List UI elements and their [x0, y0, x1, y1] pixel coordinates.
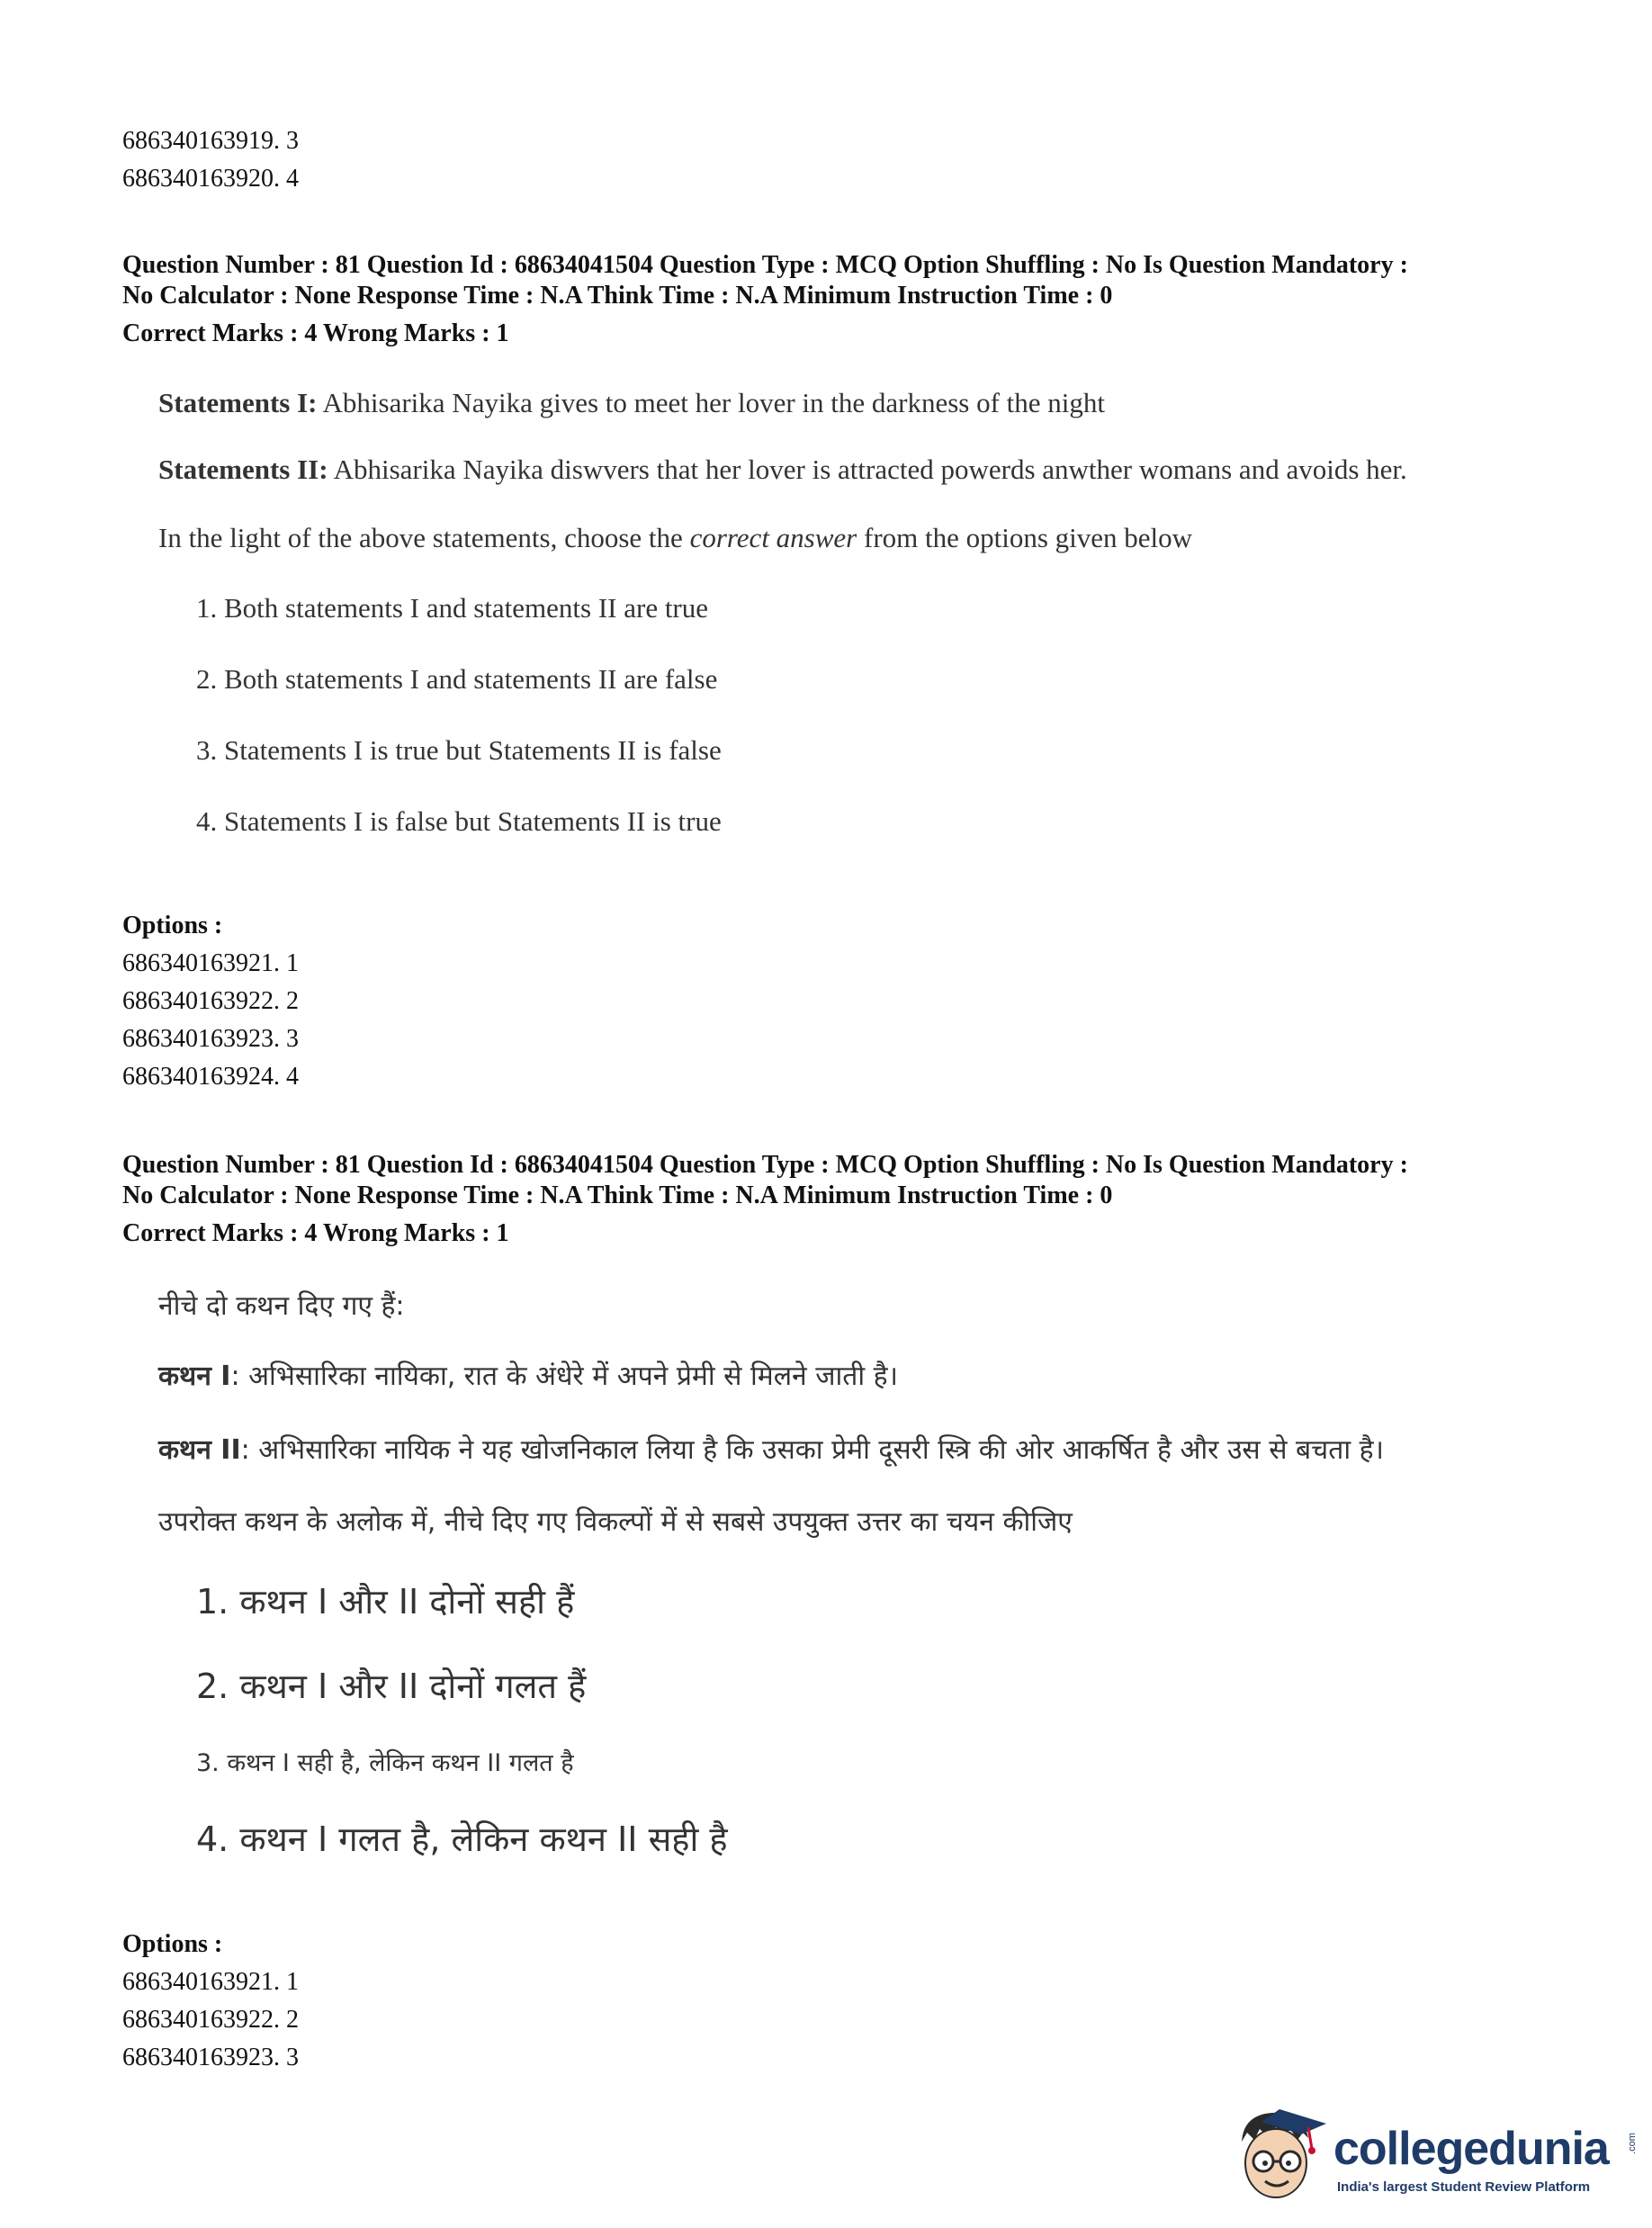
choice: 4. कथन I गलत है, लेकिन कथन II सही है — [196, 1819, 728, 1859]
question-body — [158, 385, 1544, 840]
option-line: 686340163919. 3 — [122, 127, 299, 155]
marks-line: Correct Marks : 4 Wrong Marks : 1 — [122, 319, 509, 347]
instruction: In the light of the above statements, choose the correct answer from the options given below — [158, 522, 1193, 553]
options-label: Options : — [122, 1930, 223, 1958]
options-label: Options : — [122, 912, 223, 939]
statement-1 — [158, 1359, 1544, 1395]
option-line: 686340163921. 1 — [122, 949, 299, 977]
meta-line: No Calculator : None Response Time : N.A Think Time : N.A Minimum Instruction Time : 0 — [122, 1181, 1113, 1209]
collegedunia-logo — [1226, 2102, 1639, 2210]
option-line: 686340163923. 3 — [122, 1025, 299, 1053]
choice: 1. कथन I और II दोनों सही हैं — [196, 1582, 575, 1622]
choice: 2. कथन I और II दोनों गलत हैं — [196, 1667, 587, 1706]
statement-label: कथन I — [158, 1361, 231, 1392]
choice: 2. Both statements I and statements II are false — [196, 663, 718, 695]
statement-text: : अभिसारिका नायिका, रात के अंधेरे में अपने प्रेमी से मिलने जाती है। — [230, 1361, 898, 1392]
marks-line: Correct Marks : 4 Wrong Marks : 1 — [122, 1219, 509, 1247]
option-line: 686340163920. 4 — [122, 165, 299, 193]
statement-1 — [158, 385, 1544, 421]
intro: नीचे दो कथन दिए गए हैं: — [158, 1290, 405, 1322]
logo-suffix: .com — [1626, 2133, 1638, 2154]
choice: 3. कथन I सही है, लेकिन कथन II गलत है — [196, 1749, 574, 1777]
meta-line: Question Number : 81 Question Id : 68634041504 Question Type : MCQ Option Shuffling : No Is Question Mandatory : — [122, 1151, 1408, 1179]
statement-2 — [158, 1433, 1544, 1469]
logo-wordmark: collegedunia — [1333, 2123, 1609, 2175]
question-meta — [122, 247, 1562, 353]
previous-options — [122, 122, 1562, 198]
option-line: 686340163922. 2 — [122, 2006, 299, 2034]
question-body-hindi — [158, 1289, 1544, 1864]
statement-text: : अभिसारिका नायिक ने यह खोजनिकाल लिया है कि उसका प्रेमी दूसरी स्त्रि की ओर आकर्षित है और उस से बचता है। — [240, 1434, 1384, 1466]
statement-text: Abhisarika Nayika gives to meet her lover in the darkness of the night — [317, 387, 1106, 418]
option-line: 686340163922. 2 — [122, 987, 299, 1015]
statement-2 — [158, 452, 1544, 488]
statement-label: Statements II: — [158, 454, 328, 485]
choice: 4. Statements I is false but Statements II is true — [196, 805, 722, 837]
question-meta — [122, 1146, 1562, 1253]
option-line: 686340163923. 3 — [122, 2044, 299, 2071]
statement-text: Abhisarika Nayika diswvers that her lover is attracted powerds anwther womans and avoids her. — [328, 454, 1407, 485]
logo-tagline: India's largest Student Review Platform — [1337, 2179, 1591, 2195]
statement-label: Statements I: — [158, 387, 318, 418]
option-line: 686340163924. 4 — [122, 1063, 299, 1091]
meta-line: No Calculator : None Response Time : N.A Think Time : N.A Minimum Instruction Time : 0 — [122, 282, 1113, 310]
meta-line: Question Number : 81 Question Id : 68634041504 Question Type : MCQ Option Shuffling : No Is Question Mandatory : — [122, 251, 1408, 279]
mascot-icon — [1226, 2102, 1333, 2210]
choice: 3. Statements I is true but Statements II is false — [196, 734, 722, 766]
option-line: 686340163921. 1 — [122, 1968, 299, 1996]
instruction: उपरोक्त कथन के अलोक में, नीचे दिए गए विकल्पों में से सबसे उपयुक्त उत्तर का चयन कीजिए — [158, 1506, 1073, 1538]
choice: 1. Both statements I and statements II are true — [196, 592, 709, 624]
options-section — [122, 1926, 1562, 2077]
options-section — [122, 907, 1562, 1096]
statement-label: कथन II — [158, 1434, 241, 1466]
